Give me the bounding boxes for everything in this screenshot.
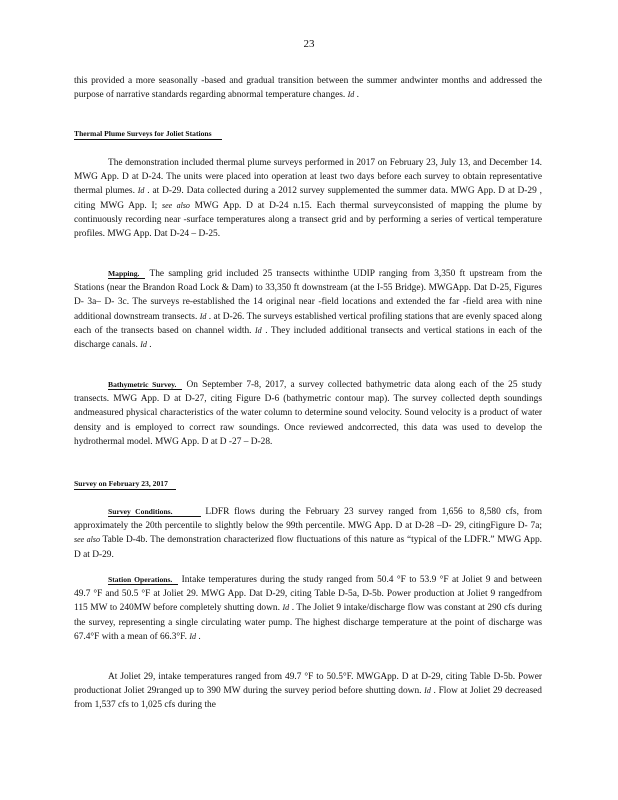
text: this provided a more seasonally -based and gradual transition between the summer andwinter months and addressed the purpose of narrative standards regarding abnormal temperature changes. [74,76,542,101]
text: LDFR flows during the February 23 survey ranged from 1,656 to 8,580 cfs, from approximately the 20th percentile to slightly below the 99th percentile. MWG App. D at D-28 –D- 29, citingFigure D- 7a; [74,507,542,532]
heading-text: Thermal Plume Surveys for Joliet Stations [74,129,222,140]
id-citation: Id [137,186,145,196]
paragraph-station-operations [74,573,542,644]
id-citation: Id [140,340,147,350]
section-heading-survey-feb [74,479,176,488]
text: At Joliet 29, intake temperatures ranged from 49.7 °F to 50.5°F. MWGApp. D at D-29, citing Table D-5b. Power productionat Joliet 29ranged up to 390 MW during the survey period before shutting down. [74,672,542,697]
id-citation: Id [199,311,207,321]
section-heading-thermal-plume [74,129,222,138]
text: Intake temperatures during the study ranged from 50.4 °F to 53.9 °F at Joliet 9 and between 49.7 °F and 50.5 °F at Joliet 29. MWG App. Dat D-29, citing Table D-5a, D-5b. Power production at Joliet 9 rangedfrom 115 MW to 240MW before completely shutting down. [74,575,542,614]
paragraph-bathymetric [74,378,542,449]
text: . The Joliet 9 intake/discharge flow was constant at 290 cfs during the survey, representing a single circulating water pump. The highest discharge temperature at the point of discharge was 67.4°F with a mean of 66.3°F. [74,603,542,642]
text: . at D-26. The surveys established vertical profiling stations that are evenly spaced along each of the transects based on channel width. [74,311,542,336]
paragraph-demonstration [74,156,542,241]
paragraph-survey-conditions [74,505,542,562]
text: . Flow at Joliet 29 decreased from 1,537 cfs to 1,025 cfs during the [74,686,542,711]
id-citation: Id [189,631,197,641]
see-also-signal: see also [161,200,190,210]
paragraph-joliet-29 [74,670,542,713]
page-number: 23 [303,38,315,50]
run-in-heading: Survey Conditions. [108,507,201,517]
text: . [354,90,359,101]
paragraph-continuation [74,74,542,102]
id-citation: Id [424,686,431,696]
id-citation: Id [282,603,290,613]
text: On September 7-8, 2017, a survey collected bathymetric data along each of the 25 study transects. MWG App. D at D-27, citing Figure D-6 (bathymetric contour map). The survey collected depth soundings andmeasured physical characteristics of the water column to determine sound velocity. Sound velocity is a product of water density and is employed to correct raw soundings. Once reviewed andcorrected, this data was used to develop the hydrothermal model. MWG App. D at D -27 – D-28. [74,380,542,447]
heading-text: Survey on February 23, 2017 [74,479,176,490]
text: . They included additional transects and vertical stations in each of the discharge canals. [74,325,542,351]
run-in-heading: Bathymetric Survey. [108,380,182,390]
text: The sampling grid included 25 transects withinthe UDIP ranging from 3,350 ft upstream from the Stations (near the Brandon Road Lock & Dam) to 33,350 ft downstream (at the I-55 Bridge). MWGApp. Dat D-25, Figures D- 3a– D- 3c. The surveys re-established the 14 original near -field locations and extended the far -field area with nine additional downstream transects. [74,269,542,322]
paragraph-mapping [74,267,542,352]
see-also-signal: see also [74,535,100,545]
text: . [196,631,201,642]
id-citation: Id [347,90,355,100]
text: MWG App. D at D-24 n.15. Each thermal surveyconsisted of mapping the plume by continuously recording near -surface temperatures along a transect grid and by performing a series of vertical temperature profiles. MWG App. Dat D-24 – D-25. [74,200,542,240]
id-citation: Id [255,325,262,335]
text: Table D-4b. The demonstration characterized flow fluctuations of this nature as “typical of the LDFR.” MWG App. D at D-29. [74,535,542,560]
run-in-heading: Mapping. [108,269,145,279]
text: . at D-29. Data collected during a 2012 survey supplemented the summer data. MWG App. D at D-29 , citing MWG App. I; [74,186,543,211]
text: The demonstration included thermal plume surveys performed in 2017 on February 23, July 13, and December 14. MWG App. D at D-24. The units were placed into operation at least two days before each survey to obtain representative thermal plumes. [74,158,542,197]
run-in-heading: Station Operations. [108,575,178,585]
text: . [146,340,152,351]
